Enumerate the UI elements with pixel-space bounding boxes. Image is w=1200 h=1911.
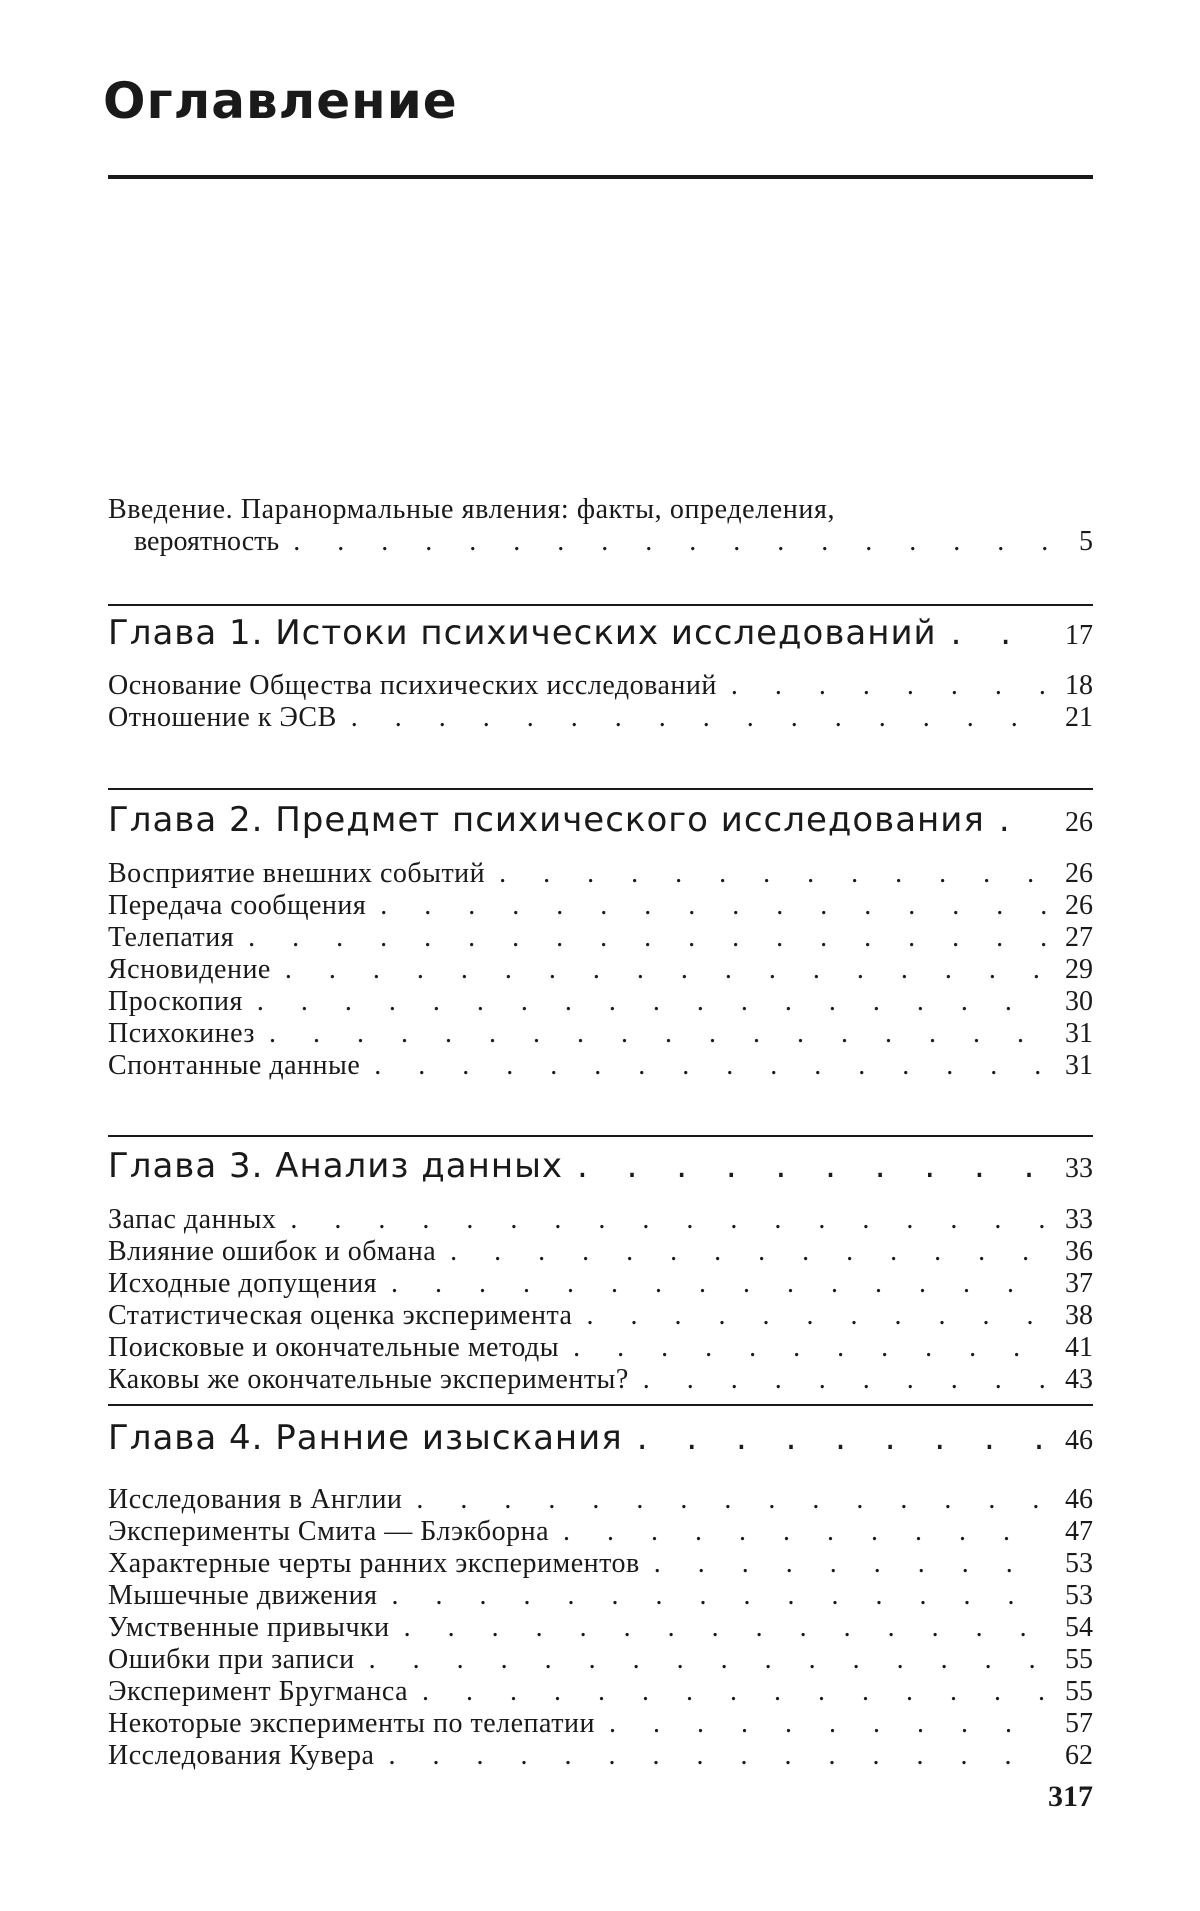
leader-dots (609, 1708, 1047, 1740)
entry-page-number: 55 (1065, 1644, 1093, 1675)
entry-page-number: 37 (1065, 1268, 1093, 1299)
toc-entry (108, 1018, 1093, 1050)
toc-entry (108, 1548, 1093, 1580)
toc-entry (108, 954, 1093, 986)
leader-dots (369, 1644, 1047, 1676)
entry-page-number: 53 (1065, 1580, 1093, 1611)
chapter-title: Глава 2. Предмет психического исследования (108, 800, 985, 840)
entry-page-number: 18 (1065, 670, 1093, 701)
entry-label: Исходные допущения (108, 1268, 377, 1299)
entry-label: Проскопия (108, 986, 243, 1017)
entry-label: Телепатия (108, 922, 235, 953)
chapter-page-number: 46 (1065, 1425, 1093, 1456)
entry-page-number: 26 (1065, 858, 1093, 889)
chapter-heading (108, 1146, 1093, 1189)
leader-dots (392, 1580, 1047, 1612)
entry-page-number: 55 (1065, 1676, 1093, 1707)
toc-entry (108, 1708, 1093, 1740)
leader-dots (637, 1418, 1047, 1458)
leader-dots (374, 1050, 1047, 1082)
entry-label: Эксперимент Бругманса (108, 1676, 409, 1707)
leader-dots (404, 1612, 1047, 1644)
leader-dots (573, 1332, 1047, 1364)
chapter-heading (108, 613, 1093, 656)
entry-label: Ошибки при записи (108, 1644, 355, 1675)
entry-label: Эксперименты Смита — Блэкборна (108, 1516, 550, 1547)
leader-dots (654, 1548, 1047, 1580)
leader-dots (450, 1236, 1047, 1268)
toc-entry (108, 858, 1093, 890)
toc-entry (108, 1050, 1093, 1082)
title-rule (108, 175, 1093, 179)
toc-entry (108, 670, 1093, 702)
chapter-title: Глава 4. Ранние изыскания (108, 1418, 623, 1458)
entry-page-number: 54 (1065, 1612, 1093, 1643)
leader-dots (563, 1516, 1047, 1548)
chapter-heading (108, 1418, 1093, 1461)
entry-label: Запас данных (108, 1204, 277, 1235)
chapter-rule (108, 1404, 1093, 1406)
entry-label: Характерные черты ранних экспериментов (108, 1548, 640, 1579)
entry-page-number: 62 (1065, 1740, 1093, 1771)
leader-dots (422, 1676, 1047, 1708)
entry-label: Спонтанные данные (108, 1050, 361, 1081)
leader-dots (290, 1204, 1047, 1236)
leader-dots (951, 613, 1047, 653)
entry-page-number: 53 (1065, 1548, 1093, 1579)
entry-label: Ясновидение (108, 954, 271, 985)
toc-entry (108, 1364, 1093, 1396)
entry-page-number: 30 (1065, 986, 1093, 1017)
intro-label-line2: вероятность (134, 526, 280, 557)
intro-label-line1: Введение. Паранормальные явления: факты, определения, (108, 494, 836, 525)
leader-dots (248, 922, 1047, 954)
toc-entry (108, 1580, 1093, 1612)
chapter-page-number: 26 (1065, 807, 1093, 838)
entry-label: Мышечные движения (108, 1580, 378, 1611)
entry-page-number: 38 (1065, 1300, 1093, 1331)
entry-label: Умственные привычки (108, 1612, 390, 1643)
entry-label: Влияние ошибок и обмана (108, 1236, 437, 1267)
toc-entry (108, 1612, 1093, 1644)
chapter-rule (108, 1135, 1093, 1137)
toc-entry (108, 1516, 1093, 1548)
entry-label: Каковы же окончательные эксперименты? (108, 1364, 629, 1395)
toc-entry (108, 1300, 1093, 1332)
entry-label: Некоторые эксперименты по телепатии (108, 1708, 595, 1739)
chapter-rule (108, 604, 1093, 606)
toc-entry (108, 1740, 1093, 1772)
entry-label: Психокинез (108, 1018, 255, 1049)
page-title: Оглавление (103, 72, 458, 130)
leader-dots (293, 526, 1047, 558)
leader-dots (643, 1364, 1047, 1396)
entry-label: Исследования Кувера (108, 1740, 375, 1771)
entry-page-number: 41 (1065, 1332, 1093, 1363)
entry-label: Исследования в Англии (108, 1484, 403, 1515)
chapter-title: Глава 3. Анализ данных (108, 1146, 564, 1186)
toc-entry (108, 1268, 1093, 1300)
entry-page-number: 26 (1065, 890, 1093, 921)
intro-page-number: 5 (1079, 526, 1093, 557)
toc-entry (108, 1236, 1093, 1268)
page-number: 317 (1048, 1780, 1093, 1813)
leader-dots (416, 1484, 1047, 1516)
entry-page-number: 43 (1065, 1364, 1093, 1395)
chapter-heading (108, 800, 1093, 843)
entry-page-number: 57 (1065, 1708, 1093, 1739)
chapter-title: Глава 1. Истоки психических исследований (108, 613, 937, 653)
toc-entry (108, 1484, 1093, 1516)
chapter-rule (108, 788, 1093, 790)
entry-label: Отношение к ЭСВ (108, 702, 337, 733)
leader-dots (380, 890, 1047, 922)
entry-page-number: 27 (1065, 922, 1093, 953)
intro-entry (108, 494, 1093, 558)
entry-page-number: 46 (1065, 1484, 1093, 1515)
leader-dots (999, 800, 1047, 840)
leader-dots (285, 954, 1047, 986)
leader-dots (269, 1018, 1047, 1050)
entry-label: Статистическая оценка эксперимента (108, 1300, 573, 1331)
entry-label: Передача сообщения (108, 890, 367, 921)
leader-dots (391, 1268, 1047, 1300)
entry-page-number: 31 (1065, 1018, 1093, 1049)
toc-entry (108, 1332, 1093, 1364)
chapter-page-number: 33 (1065, 1153, 1093, 1184)
entry-page-number: 31 (1065, 1050, 1093, 1081)
chapter-page-number: 17 (1065, 620, 1093, 651)
entry-page-number: 47 (1065, 1516, 1093, 1547)
toc-entry (108, 922, 1093, 954)
leader-dots (731, 670, 1047, 702)
toc-entry (108, 1676, 1093, 1708)
toc-entry (108, 1204, 1093, 1236)
entry-label: Восприятие внешних событий (108, 858, 486, 889)
leader-dots (351, 702, 1047, 734)
leader-dots (586, 1300, 1047, 1332)
entry-page-number: 29 (1065, 954, 1093, 985)
entry-page-number: 33 (1065, 1204, 1093, 1235)
entry-page-number: 21 (1065, 702, 1093, 733)
toc-entry (108, 986, 1093, 1018)
leader-dots (388, 1740, 1047, 1772)
leader-dots (577, 1146, 1047, 1186)
toc-entry (108, 702, 1093, 734)
entry-label: Основание Общества психических исследований (108, 670, 717, 701)
leader-dots (257, 986, 1047, 1018)
entry-label: Поисковые и окончательные методы (108, 1332, 560, 1363)
toc-entry (108, 1644, 1093, 1676)
toc-entry (108, 890, 1093, 922)
entry-page-number: 36 (1065, 1236, 1093, 1267)
leader-dots (499, 858, 1047, 890)
